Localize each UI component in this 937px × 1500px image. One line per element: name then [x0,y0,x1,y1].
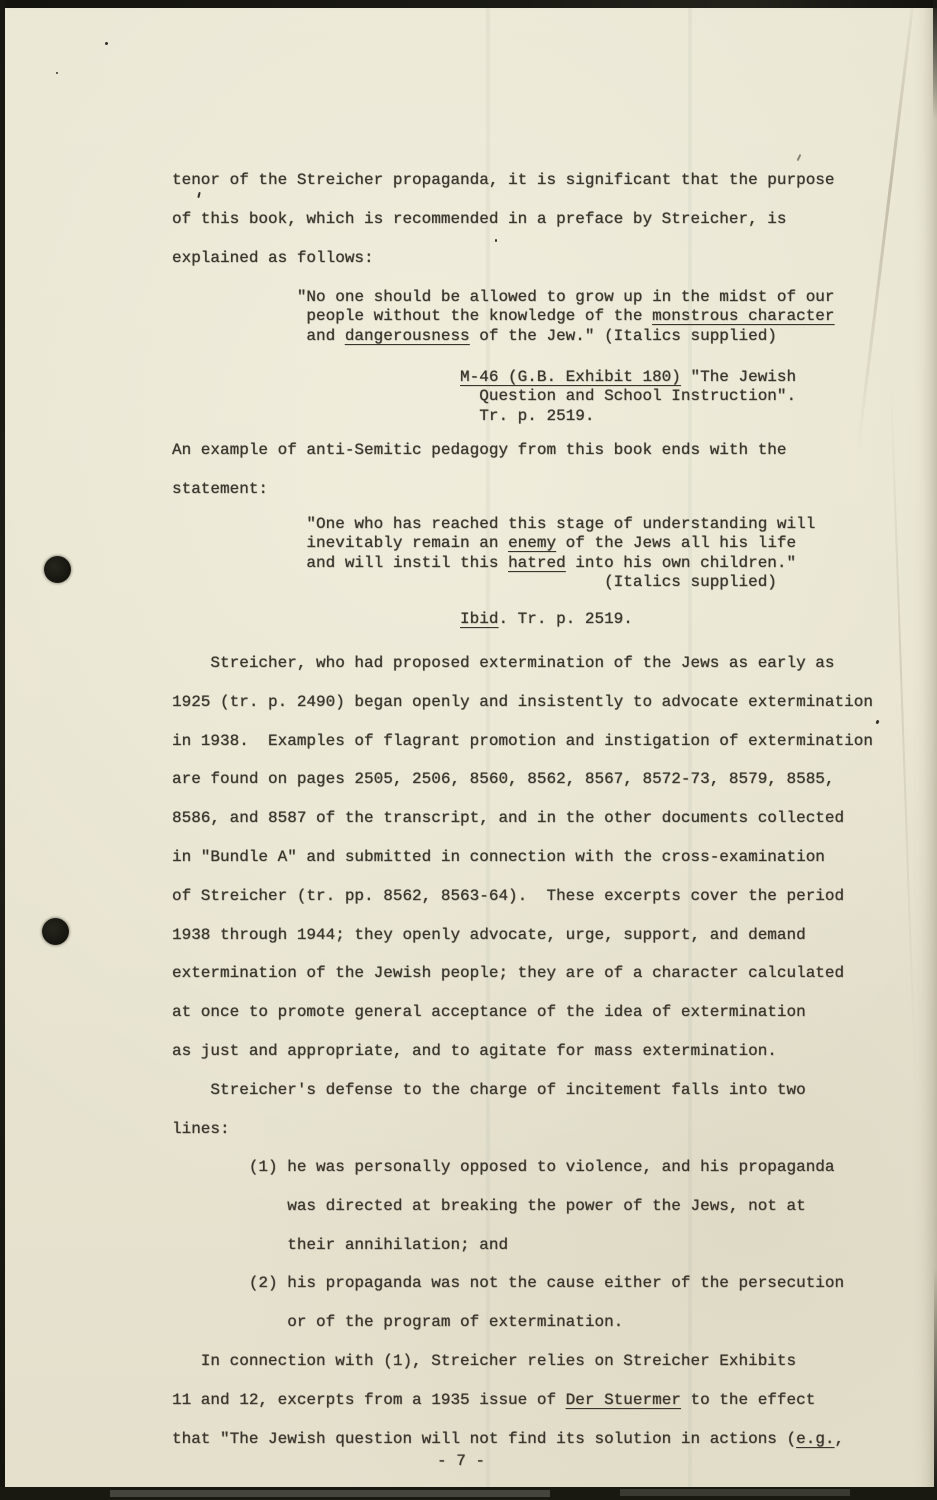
text-line: inevitably remain an enemy of the Jews all his life [172,534,797,553]
text-line: are found on pages 2505, 2506, 8560, 8562, 8567, 8572-73, 8579, 8585, [172,770,835,789]
text-block-blockquote-2 [172,515,815,593]
text-line: tenor of the Streicher propaganda, it is significant that the purpose [172,171,835,189]
text-line: or of the program of extermination. [172,1313,624,1332]
text-line: (Italics supplied) [172,573,777,592]
text-block-numbered-list [172,1148,844,1342]
text-line: (2) his propaganda was not the cause either of the persecution [172,1274,845,1293]
text-block-paragraph-4 [172,1071,806,1149]
text-line: M-46 (G.B. Exhibit 180) "The Jewish [460,368,797,386]
text-line: (1) he was personally opposed to violence, and his propaganda [172,1158,835,1176]
text-line: lines: [172,1119,230,1138]
text-block-paragraph-2 [172,431,787,509]
text-block-citation-1 [172,368,796,426]
text-line: "No one should be allowed to grow up in the midst of our [172,288,835,306]
text-line: Question and School Instruction". [172,387,797,406]
text-line: extermination of the Jewish people; they are of a character calculated [172,964,845,983]
text-line: as just and appropriate, and to agitate for mass extermination. [172,1041,777,1060]
ink-speck [875,720,879,725]
ink-speck [105,42,108,45]
text-block-paragraph-continuation [172,161,835,277]
paper-crease [890,380,916,1080]
text-block-citation-2 [172,610,633,629]
hole-punch-top [44,556,71,583]
page-number: - 7 - [437,1452,486,1470]
paper-crease [857,0,918,448]
text-line: of this book, which is recommended in a preface by Streicher, is [172,209,787,228]
scan-edge-bottom [0,1487,937,1500]
text-line: that "The Jewish question will not find its solution in actions (e.g., [172,1429,845,1448]
text-line: Streicher's defense to the charge of incitement falls into two [172,1081,806,1099]
text-line: in "Bundle A" and submitted in connection with the cross-examination [172,847,825,866]
text-line: In connection with (1), Streicher relies on Streicher Exhibits [172,1352,797,1370]
scan-edge-patch [620,1489,850,1496]
text-line: 1925 (tr. p. 2490) began openly and insistently to advocate extermination [172,692,873,711]
text-line: Tr. p. 2519. [172,406,595,425]
scan-edge-right-top [933,0,937,120]
text-line: in 1938. Examples of flagrant promotion and instigation of extermination [172,731,873,750]
hole-punch-bottom [42,918,69,945]
text-line: was directed at breaking the power of the Jews, not at [172,1196,806,1215]
text-block-paragraph-5 [172,1342,844,1458]
scan-edge-top [0,0,937,8]
text-block-blockquote-1 [172,288,835,346]
text-line: 1938 through 1944; they openly advocate, urge, support, and demand [172,925,806,944]
text-line: and dangerousness of the Jew." (Italics supplied) [172,326,777,345]
scan-edge-left [0,0,5,1500]
text-line: Streicher, who had proposed extermination of the Jews as early as [172,654,835,672]
ink-speck [56,72,58,74]
text-line: 11 and 12, excerpts from a 1935 issue of Der Stuermer to the effect [172,1390,816,1409]
text-line: 8586, and 8587 of the transcript, and in the other documents collected [172,809,845,828]
text-line: explained as follows: [172,248,374,267]
text-line: people without the knowledge of the monstrous character [172,307,835,326]
text-line: and will instil this hatred into his own children." [172,553,797,572]
text-line: of Streicher (tr. pp. 8562, 8563-64). These excerpts cover the period [172,886,845,905]
text-line: Ibid. Tr. p. 2519. [460,610,633,628]
ink-speck [797,154,801,161]
text-line: at once to promote general acceptance of the idea of extermination [172,1003,806,1022]
text-block-paragraph-3 [172,644,873,1071]
text-line: "One who has reached this stage of understanding will [172,515,816,533]
text-line: their annihilation; and [172,1235,509,1254]
scan-edge-patch [110,1490,550,1497]
text-line: An example of anti-Semitic pedagogy from this book ends with the [172,441,787,459]
text-line: statement: [172,479,269,498]
